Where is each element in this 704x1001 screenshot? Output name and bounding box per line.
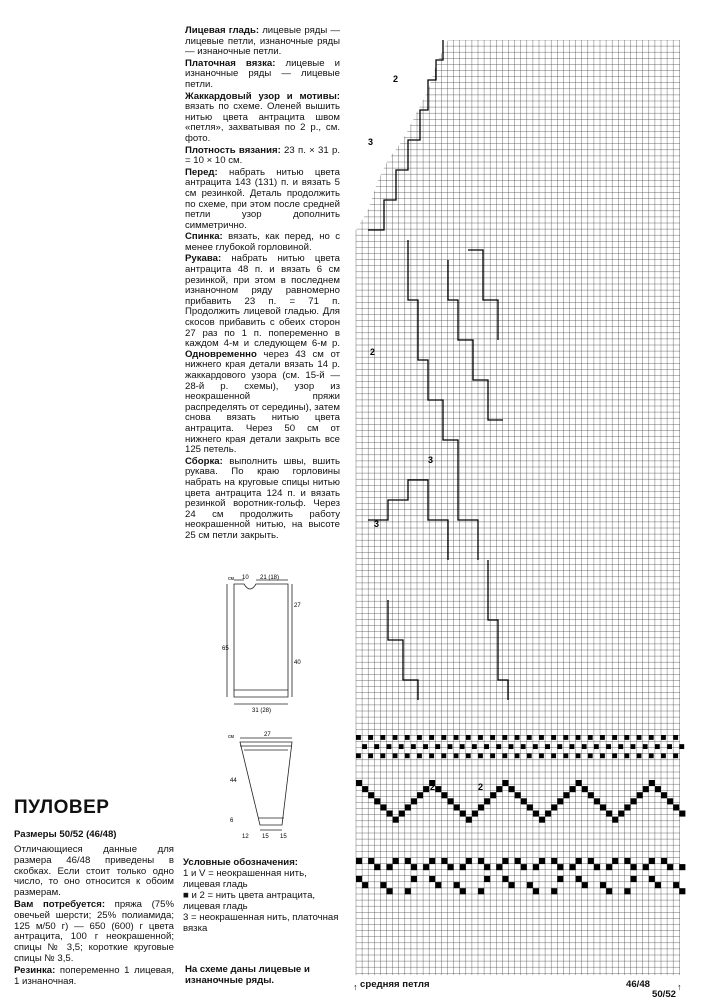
middle-stitch-label: средняя петля bbox=[360, 979, 430, 990]
sleeve-pattern-sketch bbox=[222, 730, 312, 840]
sleeve-left-low-label: 6 bbox=[230, 818, 234, 824]
arrow-up-icon: ↑ bbox=[677, 982, 682, 992]
paragraph-sleeves: Рукава: набрать нитью цвета антрацита 48 п. и вязать 6 см резинкой, при этом в последнем изнаночном ряду равномерно прибавить 23 п. = 71 п. Продолжить лицевой гладью. Для скосов прибавить с обеих сторон 27 раз по 1 п. попеременно в каждом 4-м и следующем 6-м р. Одновременно через 43 см от нижнего края детали вязать 14 р. жаккардового узора (см. 15-й — 28-й р. схемы), узор из неокрашенной пряжи распределять от середины), затем снова вязать нитью цвета антрацита. Через 50 см от нижнего края детали закрыть все 125 петель. bbox=[185, 253, 340, 456]
chart-symbol-6: 2 bbox=[478, 782, 484, 792]
knitting-chart bbox=[348, 0, 688, 1001]
legend-title: Условные обозначения: bbox=[183, 857, 298, 868]
body-unit-label: см bbox=[228, 576, 234, 582]
instructions-column bbox=[185, 26, 340, 543]
legend-item-3: 3 = неокрашенная нить, платочная вязка bbox=[183, 912, 339, 934]
sizes-heading: Размеры 50/52 (46/48) bbox=[14, 829, 117, 840]
sleeve-top-label: 27 bbox=[264, 732, 271, 738]
body-pattern-sketch bbox=[222, 572, 312, 722]
chart-symbol-1: 3 bbox=[368, 137, 374, 147]
chart-symbol-3: 3 bbox=[428, 455, 434, 465]
intro-paragraph: Отличающиеся данные для размера 46/48 приведены в скобках. Если стоит только одно число, то оно относится к обоим размерам. bbox=[14, 844, 174, 899]
chart-symbol-5: 2 bbox=[430, 782, 436, 792]
legend-item-2: ■ и 2 = нить цвета антрацита, лицевая гладь bbox=[183, 890, 316, 912]
materials-block bbox=[14, 845, 174, 988]
arrow-up-icon: ↑ bbox=[353, 982, 358, 992]
paragraph-jacquard: Жаккардовый узор и мотивы: вязать по схеме. Оленей вышить нитью цвета антрацита швом «петля», захватывая по 2 р., см. фото. bbox=[185, 90, 340, 144]
sleeve-unit-label: см bbox=[228, 734, 234, 740]
body-top-left-label: 10 bbox=[242, 575, 249, 581]
paragraph-gauge: Плотность вязания: 23 п. × 31 р. = 10 × 10 см. bbox=[185, 144, 340, 167]
legend-item-1: 1 и V = неокрашенная нить, лицевая гладь bbox=[183, 868, 307, 890]
paragraph-back: Спинка: вязать, как перед, но с менее глубокой горловиной. bbox=[185, 231, 340, 253]
paragraph-garter: Платочная вязка: лицевые и изнаночные ряды — лицевые петли. bbox=[185, 57, 340, 90]
legend bbox=[183, 857, 343, 934]
page-title: ПУЛОВЕР bbox=[14, 797, 110, 818]
body-bottom-label: 31 (28) bbox=[252, 708, 272, 714]
rib-paragraph: Резинка: попеременно 1 лицевая, 1 изнаночная. bbox=[14, 964, 174, 987]
body-right-upper-label: 27 bbox=[294, 603, 301, 609]
size-label-50-52: 50/52 bbox=[652, 989, 677, 1000]
body-top-right-label: 21 (18) bbox=[260, 575, 280, 581]
scheme-note: На схеме даны лицевые и изнаночные ряды. bbox=[185, 964, 310, 986]
sleeve-left-mid-label: 44 bbox=[230, 778, 237, 784]
paragraph-stockinette: Лицевая гладь: лицевые ряды — лицевые петли, изнаночные ряды — изнаночные петли. bbox=[185, 25, 340, 58]
chart-symbol-4: 3 bbox=[374, 519, 380, 529]
chart-symbol-0: 2 bbox=[393, 74, 399, 84]
size-label-46-48: 46/48 bbox=[626, 979, 651, 990]
paragraph-front: Перед: набрать нитью цвета антрацита 143 (131) п. и вязать 5 см резинкой. Деталь продолжить по схеме, при этом после средней петли узор дополнить симметрично. bbox=[185, 166, 340, 231]
sleeve-bottom-b-label: 15 bbox=[262, 834, 269, 840]
body-right-mid-label: 40 bbox=[294, 660, 301, 666]
body-left-mid-label: 65 bbox=[222, 646, 229, 652]
paragraph-assembly: Сборка: выполнить швы, вшить рукава. По краю горловины набрать на круговые спицы нитью цвета антрацита 124 п. и вязать резинкой воротник-гольф. Через 24 см продолжить работу неокрашенной нитью, на высоте 25 см петли закрыть. bbox=[185, 455, 340, 541]
chart-symbol-2: 2 bbox=[370, 347, 376, 357]
materials-paragraph: Вам потребуется: пряжа (75% овечьей шерсти; 25% полиамида; 125 м/50 г) — 650 (600) г цвета антрацита, 100 г неокрашенной; спицы № 3,5; короткие круговые спицы № 3,5. bbox=[14, 898, 174, 964]
sleeve-bottom-c-label: 15 bbox=[280, 834, 287, 840]
sleeve-bottom-a-label: 12 bbox=[242, 834, 249, 840]
